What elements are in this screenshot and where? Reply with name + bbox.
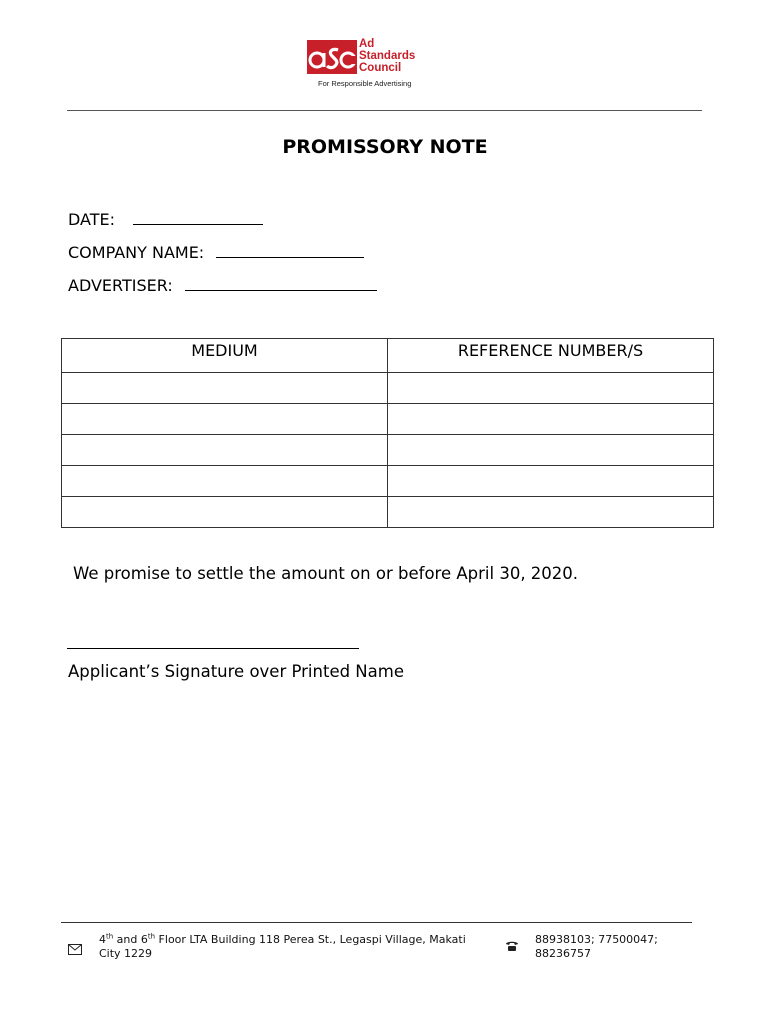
footer-phone [535, 933, 658, 961]
advertiser-blank[interactable] [185, 273, 377, 291]
address-floor-4: 4 [99, 933, 106, 946]
advertiser-field [68, 273, 377, 295]
address-floor-6: and 6 [113, 933, 148, 946]
medium-header: MEDIUM [62, 339, 388, 373]
logo-line-3: Council [359, 62, 402, 74]
reference-cell[interactable] [388, 497, 714, 528]
medium-cell[interactable] [62, 373, 388, 404]
date-blank[interactable] [133, 207, 263, 225]
date-label: DATE: [68, 210, 116, 229]
date-field [68, 207, 263, 229]
table-row [62, 497, 714, 528]
reference-cell[interactable] [388, 435, 714, 466]
logo-tagline: For Responsible Advertising [318, 79, 412, 88]
company-name-blank[interactable] [216, 240, 364, 258]
reference-header: REFERENCE NUMBER/S [388, 339, 714, 373]
address-line-2: City 1229 [99, 947, 153, 960]
logo-wordmark [359, 38, 415, 74]
phone-line-2: 88236757 [535, 947, 591, 960]
table-row [62, 466, 714, 497]
header-divider [67, 110, 702, 111]
address-ordinal-1: th [106, 932, 114, 941]
footer-address [99, 933, 466, 961]
logo-line-1: Ad [359, 38, 375, 50]
signature-line[interactable] [67, 648, 359, 649]
reference-cell[interactable] [388, 404, 714, 435]
address-line-1 [99, 933, 466, 947]
signature-label: Applicant’s Signature over Printed Name [68, 662, 404, 681]
company-name-field [68, 240, 364, 262]
table-row [62, 373, 714, 404]
advertiser-label: ADVERTISER: [68, 276, 173, 295]
medium-reference-table [61, 338, 714, 528]
address-ordinal-2: th [147, 932, 156, 941]
table-header-row [62, 339, 714, 373]
page-title: PROMISSORY NOTE [282, 136, 488, 158]
medium-cell[interactable] [62, 435, 388, 466]
promise-statement: We promise to settle the amount on or before April 30, 2020. [73, 564, 579, 583]
phone-line-1: 88938103; 77500047; [535, 933, 658, 946]
logo-line-2: Standards [359, 50, 416, 62]
company-name-label: COMPANY NAME: [68, 243, 205, 262]
envelope-icon [68, 943, 82, 959]
footer-divider [61, 922, 692, 923]
asc-logo [307, 38, 432, 90]
table-row [62, 404, 714, 435]
medium-cell[interactable] [62, 497, 388, 528]
address-street: Floor LTA Building 118 Perea St., Legaspi Village, Makati [155, 933, 466, 946]
telephone-icon [505, 940, 519, 956]
asc-logo-mark [307, 38, 357, 78]
reference-cell[interactable] [388, 373, 714, 404]
table-row [62, 435, 714, 466]
medium-cell[interactable] [62, 404, 388, 435]
medium-cell[interactable] [62, 466, 388, 497]
reference-cell[interactable] [388, 466, 714, 497]
